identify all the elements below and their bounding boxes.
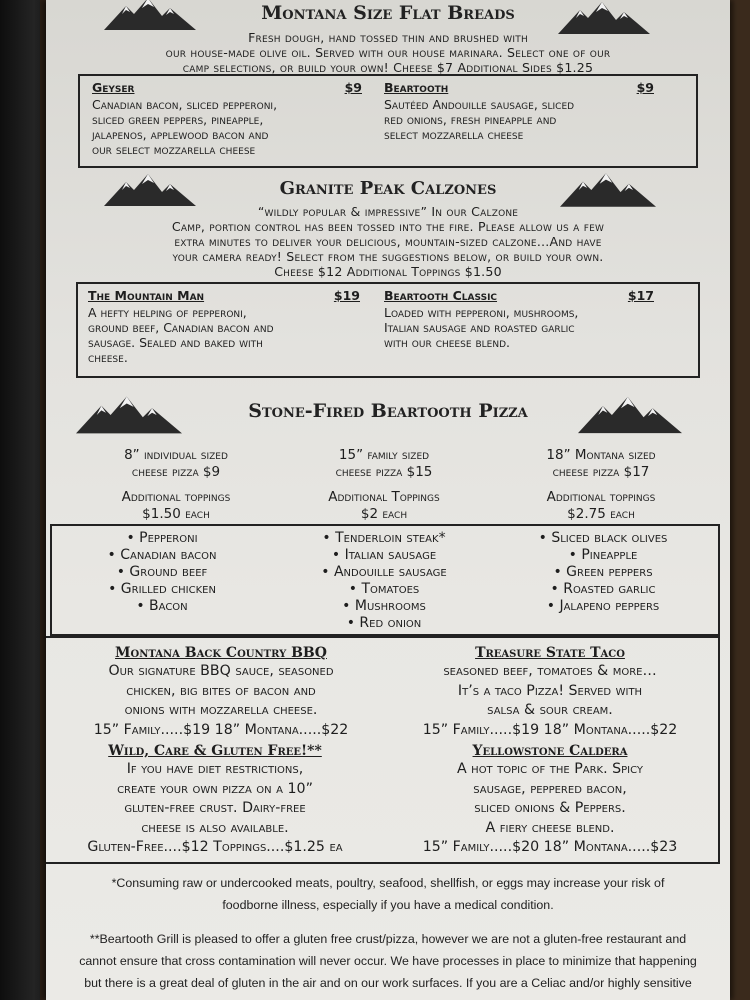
footer-line: **Beartooth Grill is pleased to offer a gluten free crust/pizza, however we are not a gluten-free restaurant and: [89, 932, 687, 946]
topping-item: • Bacon: [62, 598, 262, 615]
specialty-gluten-free: [46, 742, 390, 858]
toppings-price: $1.50 each: [142, 506, 210, 522]
item-desc-line: sliced green peppers, pineapple,: [92, 112, 264, 127]
item-desc-line: our select mozzarella cheese: [92, 142, 256, 157]
specialty-desc-line: seasoned beef, tomatoes & more…: [443, 663, 657, 679]
topping-item: • Ground beef: [62, 564, 262, 581]
item-desc-line: with our cheese blend.: [384, 335, 510, 350]
size-8-inch: [76, 447, 276, 523]
specialty-bbq: [52, 644, 390, 740]
specialty-name: Montana Back Country BBQ: [115, 645, 327, 661]
topping-item: • Sliced black olives: [498, 530, 708, 547]
desc-line: our house-made olive oil. Served with our house marinara. Select one of our: [165, 45, 611, 60]
specialty-desc-line: If you have diet restrictions,: [126, 761, 304, 777]
specialty-price-line: Gluten-Free....$12 Toppings....$1.25 ea: [87, 839, 343, 855]
desc-line: “wildly popular & impressive” In our Calzone: [257, 204, 519, 219]
topping-item: • Roasted garlic: [498, 581, 708, 598]
flatbread-item-geyser: [92, 80, 362, 157]
specialty-desc-line: chicken, big bites of bacon and: [126, 682, 316, 699]
toppings-price: $2 each: [360, 506, 408, 522]
specialty-desc-line: sliced onions & Peppers.: [474, 800, 626, 816]
item-desc-line: select mozzarella cheese: [384, 127, 524, 142]
specialty-desc-line: onions with mozzarella cheese.: [124, 702, 318, 718]
flatbreads-box: [78, 74, 698, 168]
desc-line: Cheese $12 Additional Toppings $1.50: [274, 264, 502, 279]
size-15-inch: [284, 447, 484, 523]
topping-item: • Pineapple: [498, 547, 708, 564]
menu-page: [46, 0, 730, 1000]
size-label: 8” individual sized: [124, 447, 228, 463]
calzones-description: [76, 204, 700, 279]
consuming-warning: [60, 872, 716, 916]
topping-item: • Green peppers: [498, 564, 708, 581]
topping-item: • Jalapeno peppers: [498, 598, 708, 615]
toppings-label: Additional toppings: [121, 489, 231, 505]
item-name: Beartooth: [384, 80, 449, 95]
topping-item: • Italian sausage: [274, 547, 494, 564]
toppings-box: [50, 524, 720, 636]
size-label: 15” family sized: [338, 447, 430, 463]
item-desc-line: cheese.: [88, 350, 128, 365]
calzones-box: [76, 282, 700, 378]
specialty-price-line: 15” Family.....$19 18” Montana.....$22: [93, 721, 349, 738]
item-desc-line: Sautéed Andouille sausage, sliced: [384, 97, 575, 112]
item-price: $17: [627, 288, 654, 303]
toppings-label: Additional Toppings: [328, 489, 440, 505]
item-name: Geyser: [92, 80, 135, 95]
topping-item: • Tenderloin steak*: [274, 530, 494, 547]
calzone-item-beartooth-classic: [384, 288, 654, 350]
topping-item: • Mushrooms: [274, 598, 494, 615]
footer-line: cannot ensure that cross contamination will never occur. We have processes in place to minimize that happening: [79, 954, 697, 968]
desc-line: your camera ready! Select from the suggestions below, or build your own.: [172, 249, 604, 264]
item-price: $19: [333, 288, 360, 303]
calzone-item-mountain-man: [88, 288, 360, 365]
size-price: cheese pizza $9: [131, 464, 221, 480]
specialty-desc-line: A fiery cheese blend.: [485, 819, 615, 836]
calzones-title: Granite Peak Calzones: [279, 178, 497, 199]
item-name: Beartooth Classic: [384, 288, 498, 303]
toppings-column-1: [62, 530, 262, 615]
desc-line: Camp, portion control has been tossed into the fire. Please allow us a few: [171, 219, 605, 234]
pizza-title: Stone-Fired Beartooth Pizza: [248, 400, 528, 422]
specialty-desc-line: create your own pizza on a 10”: [117, 780, 313, 797]
topping-item: • Pepperoni: [62, 530, 262, 547]
item-price: $9: [636, 80, 654, 95]
item-desc-line: Canadian bacon, sliced pepperoni,: [92, 97, 278, 112]
item-name: The Mountain Man: [88, 288, 205, 303]
size-label: 18” Montana sized: [546, 447, 656, 463]
specialty-desc-line: sausage, peppered bacon,: [473, 780, 627, 797]
gluten-disclaimer: [60, 928, 716, 994]
toppings-column-2: [274, 530, 494, 632]
footer-line: *Consuming raw or undercooked meats, poultry, seafood, shellfish, or eggs may increase your risk of: [111, 876, 665, 890]
specialty-desc-line: cheese is also available.: [141, 819, 289, 836]
specialty-name: Yellowstone Caldera: [472, 743, 628, 759]
toppings-price: $2.75 each: [567, 506, 635, 522]
specialty-desc-line: A hot topic of the Park. Spicy: [456, 761, 644, 777]
specialty-price-line: 15” Family.....$19 18” Montana.....$22: [422, 721, 678, 738]
item-price: $9: [344, 80, 362, 95]
flatbreads-description: [76, 30, 700, 75]
item-desc-line: Italian sausage and roasted garlic: [384, 320, 575, 335]
footer-line: but there is a great deal of gluten in the air and on our work surfaces. If you are a Celiac and/or highly sensitive: [84, 976, 692, 990]
toppings-label: Additional toppings: [546, 489, 656, 505]
topping-item: • Red onion: [274, 615, 494, 632]
desc-line: camp selections, or build your own! Cheese $7 Additional Sides $1.25: [182, 60, 594, 75]
topping-item: • Tomatoes: [274, 581, 494, 598]
topping-item: • Grilled chicken: [62, 581, 262, 598]
desc-line: extra minutes to deliver your delicious, mountain-sized calzone…And have: [174, 234, 602, 249]
item-desc-line: Loaded with pepperoni, mushrooms,: [384, 305, 579, 320]
specialty-pizzas-box: [46, 636, 720, 864]
item-desc-line: ground beef, Canadian bacon and: [88, 320, 274, 335]
flatbread-item-beartooth: [384, 80, 654, 142]
item-desc-line: jalapenos, applewood bacon and: [92, 127, 269, 142]
specialty-name: Wild, Care & Gluten Free!**: [108, 743, 322, 759]
size-price: cheese pizza $17: [552, 464, 650, 480]
specialty-desc-line: salsa & sour cream.: [487, 702, 613, 718]
size-price: cheese pizza $15: [335, 464, 433, 480]
item-desc-line: sausage. Sealed and baked with: [88, 335, 263, 350]
toppings-column-3: [498, 530, 708, 615]
topping-item: • Canadian bacon: [62, 547, 262, 564]
specialty-price-line: 15” Family.....$20 18” Montana.....$23: [422, 839, 678, 855]
flatbreads-title: Montana Size Flat Breads: [261, 2, 515, 24]
specialty-name: Treasure State Taco: [475, 645, 625, 661]
specialty-caldera: [390, 742, 710, 858]
mountain-icon: [578, 392, 682, 438]
specialty-desc-line: gluten-free crust. Dairy-free: [124, 800, 306, 816]
size-18-inch: [496, 447, 706, 523]
footer-line: foodborne illness, especially if you have a medical condition.: [222, 898, 554, 912]
topping-item: • Andouille sausage: [274, 564, 494, 581]
specialty-desc-line: It’s a taco Pizza! Served with: [457, 682, 643, 699]
desc-line: Fresh dough, hand tossed thin and brushed with: [248, 30, 528, 45]
specialty-desc-line: Our signature BBQ sauce, seasoned: [108, 663, 334, 679]
specialty-taco: [390, 644, 710, 740]
item-desc-line: A hefty helping of pepperoni,: [88, 305, 247, 320]
item-desc-line: red onions, fresh pineapple and: [384, 112, 557, 127]
